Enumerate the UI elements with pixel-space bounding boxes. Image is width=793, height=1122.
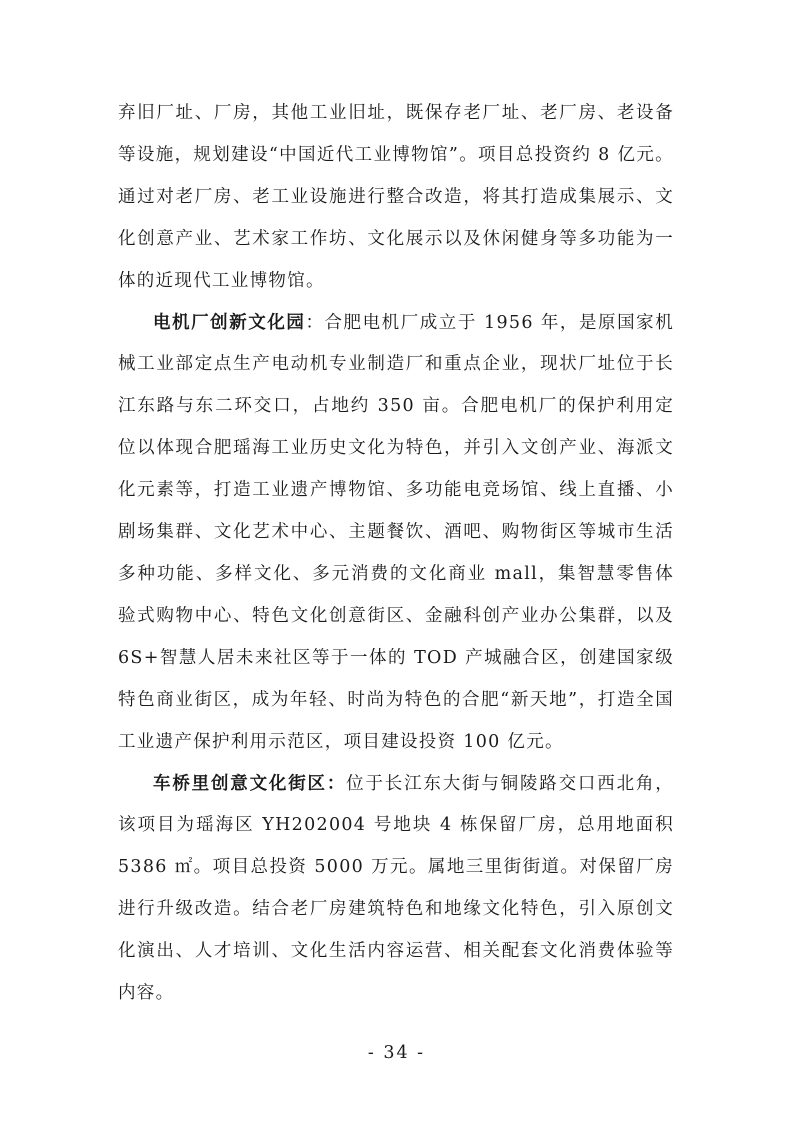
body-text xyxy=(118,93,674,1015)
paragraph-cheqiaoli xyxy=(118,764,674,1015)
paragraph-text: ：合肥电机厂成立于 1956 年，是原国家机械工业部定点生产电动机专业制造厂和重点企业，现状厂址位于长江东路与东二环交口，占地约 350 亩。合肥电机厂的保护利用定位以体现合肥瑶海工业历史文化为特色，并引入文创产业、海派文化元素等，打造工业遗产博物馆、多功能电竞场馆、线上直播、小剧场集群、文化艺术中心、主题餐饮、酒吧、购物街区等城市生活多种功能、多样文化、多元消费的文化商业 mall，集智慧零售体验式购物中心、特色文化创意街区、金融科创产业办公集群，以及 6S+智慧人居未来社区等于一体的 TOD 产城融合区，创建国家级特色商业街区，成为年轻、时尚为特色的合肥“新天地”，打造全国工业遗产保护利用示范区，项目建设投资 100 亿元。 xyxy=(118,312,675,752)
page-number: - 34 - xyxy=(367,1043,426,1063)
paragraph-heading: 电机厂创新文化园 xyxy=(153,312,306,333)
paragraph-heading: 车桥里创意文化街区： xyxy=(153,773,347,794)
paragraph-text: 弃旧厂址、厂房，其他工业旧址，既保存老厂址、老厂房、老设备等设施，规划建设“中国近代工业博物馆”。项目总投资约 8 亿元。通过对老厂房、老工业设施进行整合改造，将其打造成集展示、文化创意产业、艺术家工作坊、文化展示以及休闲健身等多功能为一体的近现代工业博物馆。 xyxy=(118,103,674,291)
paragraph-motor-factory xyxy=(118,303,674,764)
paragraph-text: 位于长江东大街与铜陵路交口西北角，该项目为瑶海区 YH202004 号地块 4 栋保留厂房，总用地面积 5386 ㎡。项目总投资 5000 万元。属地三里街街道。对保留厂房进行升级改造。结合老厂房建筑特色和地缘文化特色，引入原创文化演出、人才培训、文化生活内容运营、相关配套文化消费体验等内容。 xyxy=(118,773,674,1004)
paragraph-museum xyxy=(118,93,674,303)
